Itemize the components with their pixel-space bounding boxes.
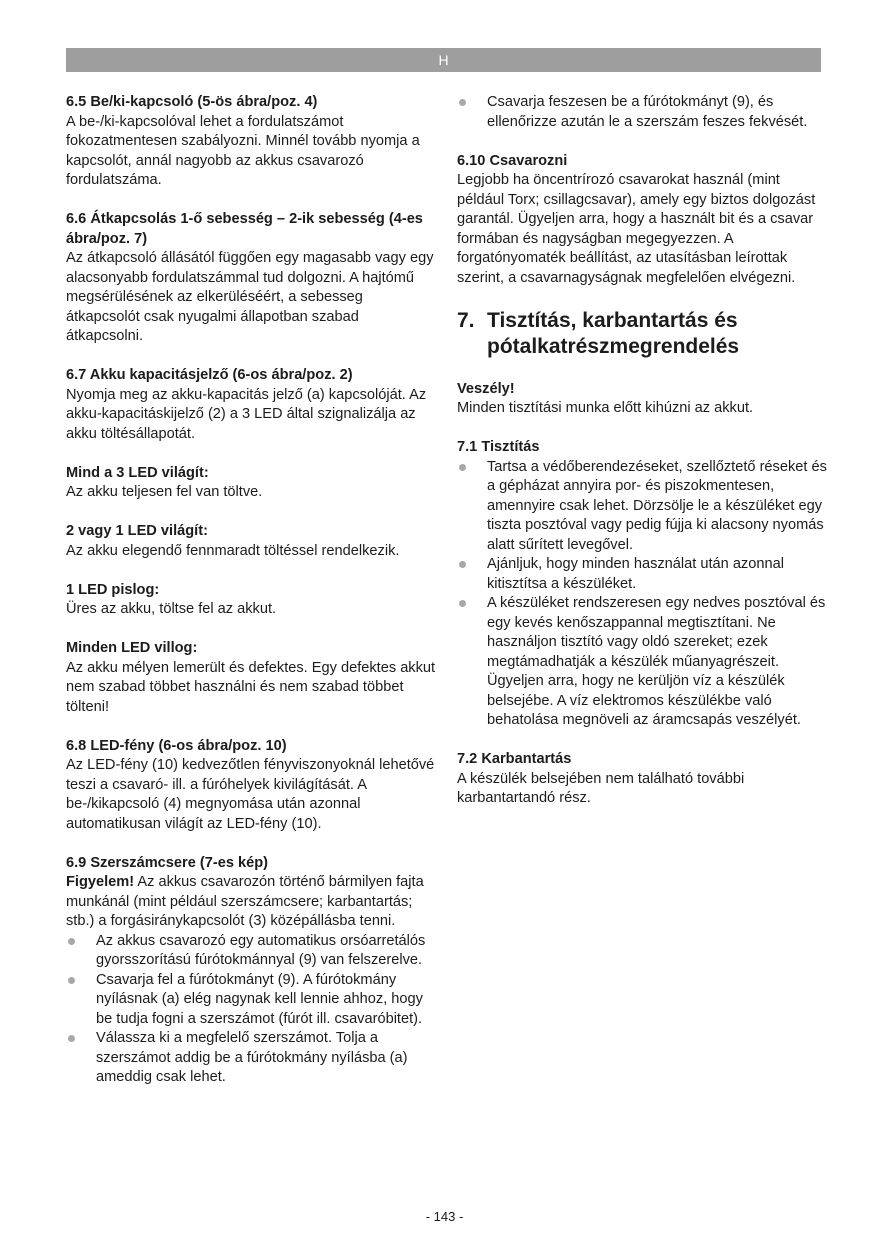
bullet-list [457,93,827,132]
chapter-title: Tisztítás, karbantartás és pótalkatrészmegrendelés [487,308,740,358]
warning-text: Az akkus csavarozón történő bármilyen fajta munkánál (mint például szerszámcsere; karbantartás; stb.) a forgásiránykapcsolót (3) középállásba tenni. [66,874,424,929]
led-status-heading: Mind a 3 LED világít: [66,464,209,481]
section-6-6 [66,210,436,347]
led-status-body: Az akku teljesen fel van töltve. [66,484,263,500]
list-item-text: Csavarja fel a fúrótokmányt (9). A fúrótokmány nyílásnak (a) elég nagynak kell lennie ahhoz, hogy be tudja fogni a szerszámot (fúrót ill. csavaróbitet). [96,971,423,1027]
section-heading: 6.10 Csavarozni [457,152,568,169]
section-7-1 [457,438,827,731]
section-6-9-continued [457,93,827,132]
section-heading: 6.6 Átkapcsolás 1-ő sebesség – 2-ik sebesség (4-es ábra/poz. 7) [66,211,423,247]
chapter-heading [457,308,827,360]
language-header-bar [66,48,821,72]
bullet-icon [68,977,75,984]
section-body: Nyomja meg az akku-kapacitás jelző (a) kapcsolóját. Az akku-kapacitáskijelző (2) a 3 LED által szignalizálja az akku töltésállapotát. [66,386,427,442]
list-item-text: Csavarja feszesen be a fúrótokmányt (9), és ellenőrizze azután le a szerszám feszes fekvését. [487,94,808,130]
list-item [457,555,827,594]
section-heading: 6.7 Akku kapacitásjelző (6-os ábra/poz. 2) [66,367,353,383]
list-item-text: Ajánljuk, hogy minden használat után azonnal kitisztítsa a készüléket. [487,556,784,592]
section-body: Az átkapcsoló állásától függően egy magasabb vagy egy alacsonyabb fordulatszámmal tud dolgozni. A hajtómű megsérülésének az elkerüléséért, a sebesseg átkapcsolót csak nyugalmi állapotban szabad átkapcsolni. [66,250,434,344]
section-heading: 6.9 Szerszámcsere (7-es kép) [66,854,269,871]
section-6-7 [66,366,436,444]
list-item [457,594,827,731]
warning-label: Figyelem! [66,874,135,890]
list-item-text: Válassza ki a megfelelő szerszámot. Tolja a szerszámot addig be a fúrótokmány nyílásba (a) ameddig csak lehet. [96,1030,408,1085]
led-status-body: Az akku mélyen lemerült és defektes. Egy defektes akkut nem szabad többet használni és nem szabad többet tölteni! [66,659,436,715]
led-status-body: Üres az akku, töltse fel az akkut. [66,601,277,617]
section-body: A készülék belsejében nem található további karbantartandó rész. [457,770,745,806]
section-body: Legjobb ha öncentrírozó csavarokat használ (mint például Torx; csillagcsavar), amely egy biztos dolgozást garantál. Ügyeljen arra, hogy a használt bit és a csavar formában és nagyságban megegyezzen. A forgatónyomaték beállítást, az utasításban leírottak szerint, a csavarnagyságnak megfelelően elvégezni. [457,172,816,286]
list-item [457,93,827,132]
bullet-icon [459,464,466,471]
led-status-heading: 2 vagy 1 LED világít: [66,523,208,539]
bullet-list [66,932,436,1088]
section-6-8 [66,737,436,835]
danger-notice [457,380,827,419]
page-number: - 143 - [425,1209,464,1224]
led-status-3 [66,464,436,503]
bullet-list [457,458,827,731]
section-body: A be-/ki-kapcsolóval lehet a fordulatszámot fokozatmentesen szabályozni. Minnél tovább nyomja a kapcsolót, annál nagyobb az akkus csavarozó fordulatszáma. [66,113,420,188]
section-6-5 [66,93,436,191]
list-item-text: A készüléket rendszeresen egy nedves posztóval és egy kevés kenőszappannal megtisztítani. Ne használjon tisztító vagy oldó szereket; ezek megtámadhatják a készülék műanyagrészeit. Ügyeljen arra, hogy ne kerüljön víz a készülék belsejébe. A víz elektromos készülékbe való behatolása megnöveli az áramcsapás veszélyét. [487,595,826,728]
list-item [66,971,436,1030]
section-heading: 7.1 Tisztítás [457,439,540,455]
led-status-heading: 1 LED pislog: [66,581,160,598]
bullet-icon [459,99,466,106]
section-heading: 7.2 Karbantartás [457,751,572,767]
danger-heading: Veszély! [457,380,515,397]
section-6-10 [457,152,827,289]
led-status-heading: Minden LED villog: [66,640,198,656]
language-code: H [438,52,449,68]
led-status-body: Az akku elegendő fennmaradt töltéssel rendelkezik. [66,542,400,559]
led-status-blink [66,581,436,620]
danger-body: Minden tisztítási munka előtt kihúzni az akkut. [457,400,754,416]
list-item [457,458,827,556]
bullet-icon [68,938,75,945]
left-column [66,93,436,1107]
list-item [66,1029,436,1088]
led-status-all-flash [66,639,436,717]
list-item [66,932,436,971]
list-item-text: Az akkus csavarozó egy automatikus orsóarretálós gyorsszorítású fúrótokmánnyal (9) van felszerelve. [96,932,426,968]
section-7-2 [457,750,827,809]
section-heading: 6.8 LED-fény (6-os ábra/poz. 10) [66,737,287,754]
chapter-number: 7. [457,308,475,332]
bullet-icon [459,561,466,568]
right-column [457,93,827,828]
list-item-text: Tartsa a védőberendezéseket, szellőztető réseket és a gépházat annyira por- és piszokmentesen, amennyire csak lehet. Dörzsölje le a készüléket egy tiszta posztóval vagy pedig fújja ki alacsony nyomás alatt sűrített levegővel. [487,458,827,553]
bullet-icon [459,600,466,607]
section-heading: 6.5 Be/ki-kapcsoló (5-ös ábra/poz. 4) [66,94,318,110]
section-body: Az LED-fény (10) kedvezőtlen fényviszonyoknál lehetővé teszi a csavaró- ill. a fúróhelyek kivilágítását. A be-/kikapcsoló (4) megnyomása után azonnal automatikusan világít az LED-fény (10). [66,757,435,832]
section-body [66,873,436,932]
led-status-2-or-1 [66,522,436,561]
bullet-icon [68,1035,75,1042]
section-6-9 [66,854,436,1088]
